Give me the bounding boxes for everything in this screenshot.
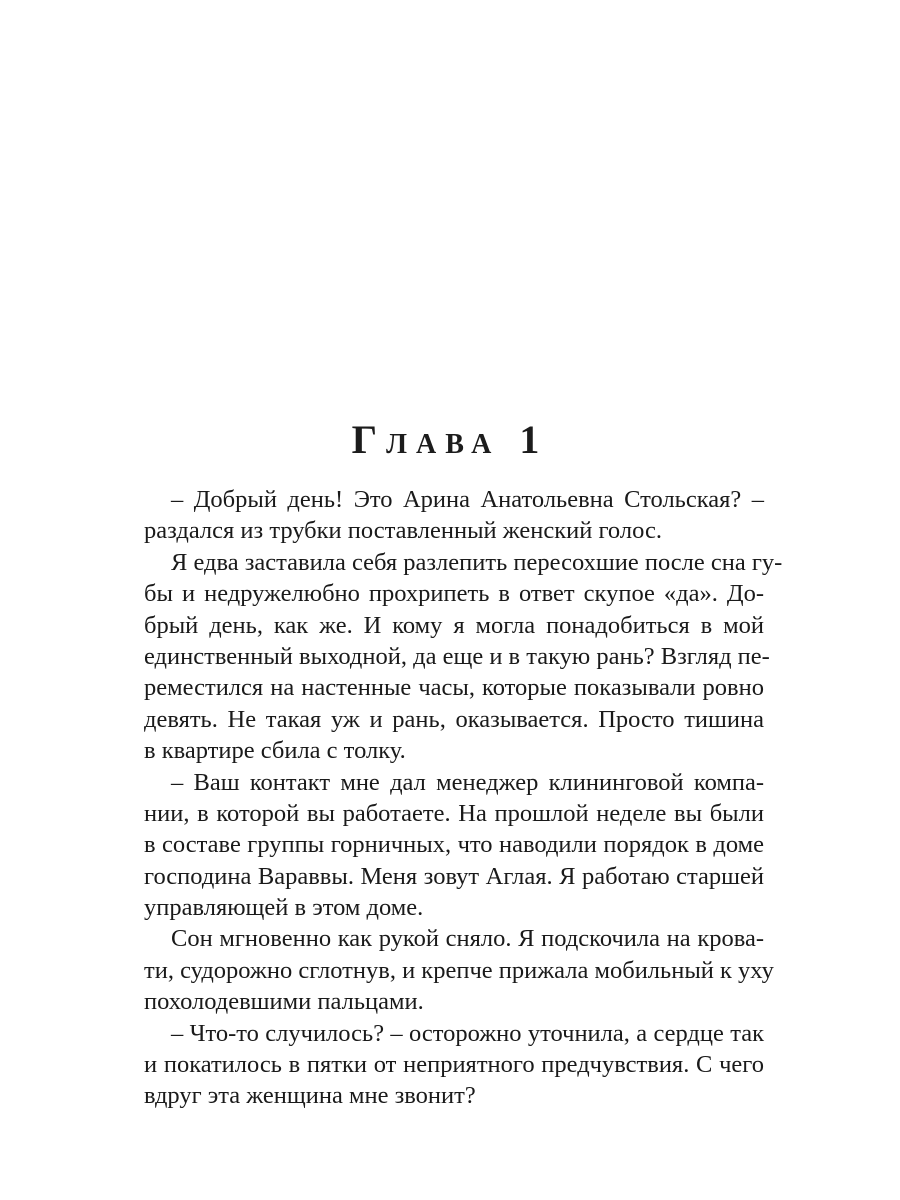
chapter-body [144, 484, 783, 1112]
text-line: в квартире сбила с толку. [144, 737, 406, 765]
text-line: и покатилось в пятки от неприятного предчувствия. С чего [144, 1051, 764, 1079]
text-line: нии, в которой вы работаете. На прошлой неделе вы были [144, 799, 764, 827]
text-line: Я едва заставила себя разлепить пересохшие после сна гу- [171, 548, 783, 576]
text-line: похолодевшими пальцами. [144, 988, 424, 1016]
text-line: брый день, как же. И кому я могла понадобиться в мой [144, 611, 764, 639]
text-line: – Ваш контакт мне дал менеджер клининговой компа- [171, 768, 764, 796]
text-line: девять. Не такая уж и рань, оказывается. Просто тишина [144, 705, 764, 733]
text-line: в составе группы горничных, что наводили порядок в доме [144, 831, 764, 859]
text-line: раздался из трубки поставленный женский голос. [144, 517, 662, 545]
text-line: ти, судорожно сглотнув, и крепче прижала мобильный к уху [144, 956, 774, 984]
text-line: реместился на настенные часы, которые показывали ровно [144, 674, 764, 702]
text-line: управляющей в этом доме. [144, 894, 424, 922]
text-line: – Что-то случилось? – осторожно уточнила, а сердце так [171, 1019, 764, 1047]
text-line: господина Вараввы. Меня зовут Аглая. Я работаю старшей [144, 862, 764, 890]
text-line: вдруг эта женщина мне звонит? [144, 1082, 476, 1110]
text-line: Сон мгновенно как рукой сняло. Я подскочила на крова- [171, 925, 764, 953]
chapter-title: Глава 1 [351, 417, 549, 462]
text-line: бы и недружелюбно прохрипеть в ответ скупое «да». До- [144, 580, 764, 608]
text-line: единственный выходной, да еще и в такую рань? Взгляд пе- [144, 642, 770, 670]
text-line: – Добрый день! Это Арина Анатольевна Стольская? – [171, 486, 764, 513]
